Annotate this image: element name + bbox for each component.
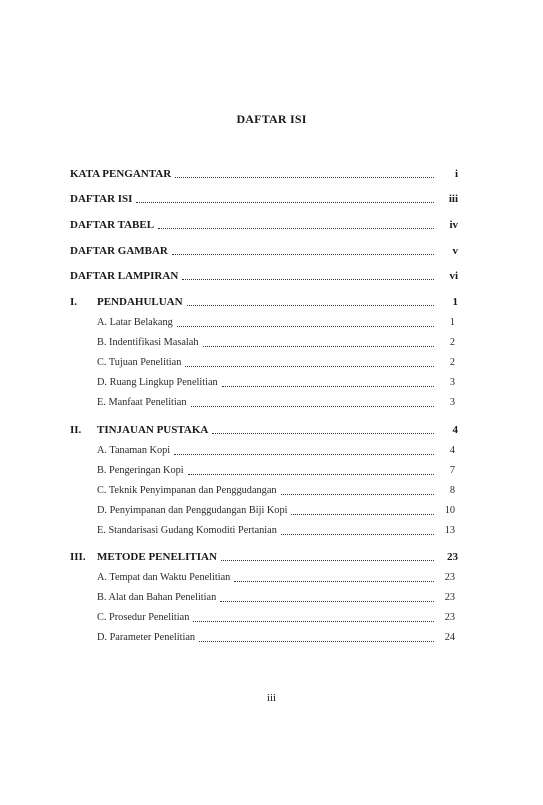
dot-leader <box>281 534 434 535</box>
subsection-page: 10 <box>444 505 455 516</box>
dot-leader <box>174 454 434 455</box>
page-title: DAFTAR ISI <box>236 112 307 126</box>
dot-leader <box>220 601 434 602</box>
chapter-number: I. <box>70 296 78 308</box>
toc-subsection <box>97 462 458 478</box>
subsection-label: D. Parameter Penelitian <box>97 632 196 643</box>
toc-subsection <box>97 502 458 518</box>
toc-subsection <box>97 522 458 538</box>
subsection-label: A. Tempat dan Waktu Penelitian <box>97 572 231 583</box>
dot-leader <box>136 202 434 203</box>
subsection-label: E. Standarisasi Gudang Komoditi Pertanian <box>97 525 277 536</box>
subsection-page: 2 <box>449 337 455 348</box>
chapter-page: 1 <box>452 296 458 308</box>
subsection-page: 1 <box>449 317 455 328</box>
toc-subsection <box>97 609 458 625</box>
dot-leader <box>177 326 434 327</box>
subsection-label: A. Tanaman Kopi <box>97 445 171 456</box>
dot-leader <box>172 254 434 255</box>
dot-leader <box>185 366 434 367</box>
subsection-label: B. Indentifikasi Masalah <box>97 337 199 348</box>
subsection-label: D. Ruang Lingkup Penelitian <box>97 377 218 388</box>
subsection-page: 4 <box>449 445 455 456</box>
dot-leader <box>222 386 434 387</box>
chapter-page: 4 <box>452 424 458 436</box>
dot-leader <box>221 560 434 561</box>
chapter-label: METODE PENELITIAN <box>97 551 217 563</box>
subsection-label: D. Penyimpanan dan Penggudangan Biji Kopi <box>97 505 288 516</box>
dot-leader <box>187 305 434 306</box>
toc-entry-page: vi <box>449 270 458 282</box>
dot-leader <box>212 433 434 434</box>
toc-subsection <box>97 354 458 370</box>
toc-entry <box>70 242 458 258</box>
dot-leader <box>158 228 434 229</box>
dot-leader <box>281 494 434 495</box>
subsection-label: B. Alat dan Bahan Penelitian <box>97 592 217 603</box>
chapter-number: II. <box>70 424 82 436</box>
toc-chapter <box>70 548 458 564</box>
subsection-page: 23 <box>444 572 455 583</box>
chapter-number: III. <box>70 551 86 563</box>
dot-leader <box>191 406 435 407</box>
toc-entry-label: DAFTAR ISI <box>70 193 133 205</box>
dot-leader <box>193 621 434 622</box>
toc-entry-label: DAFTAR LAMPIRAN <box>70 270 179 282</box>
subsection-page: 8 <box>449 485 455 496</box>
toc-chapter <box>70 421 458 437</box>
toc-subsection <box>97 314 458 330</box>
toc-subsection <box>97 442 458 458</box>
toc-subsection <box>97 629 458 645</box>
chapter-page: 23 <box>447 551 458 563</box>
toc-entry-label: DAFTAR TABEL <box>70 219 155 231</box>
subsection-label: A. Latar Belakang <box>97 317 173 328</box>
subsection-page: 23 <box>444 592 455 603</box>
subsection-page: 24 <box>444 632 455 643</box>
toc-entry <box>70 267 458 283</box>
subsection-label: E. Manfaat Penelitian <box>97 397 187 408</box>
toc-entry <box>70 190 458 206</box>
toc-entry-page: iv <box>449 219 458 231</box>
subsection-label: B. Pengeringan Kopi <box>97 465 184 476</box>
chapter-label: PENDAHULUAN <box>97 296 183 308</box>
subsection-page: 13 <box>444 525 455 536</box>
dot-leader <box>182 279 434 280</box>
toc-entry-label: DAFTAR GAMBAR <box>70 245 168 257</box>
subsection-page: 3 <box>449 397 455 408</box>
subsection-page: 7 <box>449 465 455 476</box>
dot-leader <box>188 474 434 475</box>
subsection-label: C. Teknik Penyimpanan dan Penggudangan <box>97 485 277 496</box>
toc-subsection <box>97 569 458 585</box>
chapter-label: TINJAUAN PUSTAKA <box>97 424 209 436</box>
subsection-page: 2 <box>449 357 455 368</box>
toc-entry <box>70 216 458 232</box>
subsection-label: C. Prosedur Penelitian <box>97 612 190 623</box>
toc-subsection <box>97 374 458 390</box>
toc-entry-page: i <box>454 168 458 180</box>
toc-chapter <box>70 293 458 309</box>
toc-subsection <box>97 589 458 605</box>
toc-subsection <box>97 334 458 350</box>
toc-entry <box>70 165 458 181</box>
dot-leader <box>203 346 434 347</box>
toc-subsection <box>97 394 458 410</box>
dot-leader <box>199 641 434 642</box>
toc-subsection <box>97 482 458 498</box>
page-number: iii <box>266 692 277 704</box>
dot-leader <box>234 581 434 582</box>
dot-leader <box>291 514 434 515</box>
subsection-page: 23 <box>444 612 455 623</box>
toc-entry-label: KATA PENGANTAR <box>70 168 172 180</box>
subsection-page: 3 <box>449 377 455 388</box>
toc-entry-page: iii <box>448 193 458 205</box>
subsection-label: C. Tujuan Penelitian <box>97 357 182 368</box>
toc-entry-page: v <box>452 245 458 257</box>
dot-leader <box>175 177 434 178</box>
